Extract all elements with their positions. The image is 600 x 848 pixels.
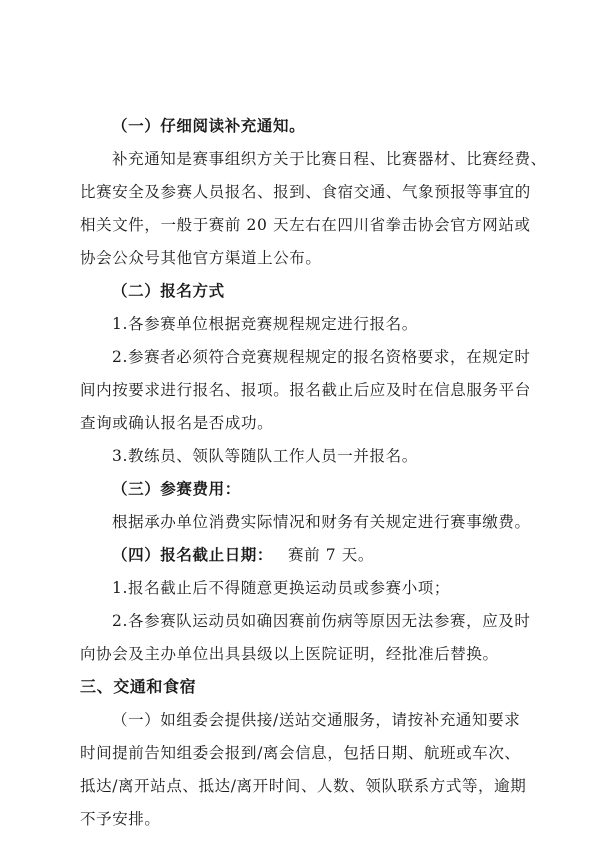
paragraph-line: 不予安排。 (80, 810, 161, 828)
list-item-1: 1.报名截止后不得随意更换运动员或参赛小项； (112, 579, 450, 597)
paragraph-line: 相关文件，一般于赛前 20 天左右在四川省拳击协会官方网站或 (80, 216, 531, 234)
paragraph-line: 协会公众号其他官方渠道上公布。 (80, 249, 322, 267)
list-item-2: 2.参赛者必须符合竞赛规程规定的报名资格要求，在规定时 (112, 348, 531, 366)
deadline-value: 赛前 7 天。 (288, 546, 374, 564)
subsection-heading-3: （三）参赛费用： (112, 479, 241, 498)
list-item-3: 3.教练员、领队等随队工作人员一并报名。 (112, 447, 418, 465)
subsection-heading-4: （四）报名截止日期： (112, 545, 274, 564)
list-item-2: 2.各参赛队运动员如确因赛前伤病等原因无法参赛，应及时 (112, 612, 531, 630)
subsection-heading-2: （二）报名方式 (112, 281, 225, 300)
paragraph-line: 根据承办单位消费实际情况和财务有关规定进行赛事缴费。 (112, 513, 531, 531)
section-heading-3: 三、交通和食宿 (80, 677, 197, 696)
paragraph-line: 补充通知是赛事组织方关于比赛日程、比赛器材、比赛经费、 (112, 150, 547, 168)
subsection-heading-1: （一）仔细阅读补充通知。 (112, 116, 306, 135)
paragraph-line: 时间提前告知组委会报到/离会信息，包括日期、航班或车次、 (80, 744, 521, 762)
paragraph-line: 查询或确认报名是否成功。 (80, 414, 274, 432)
paragraph-line: （一）如组委会提供接/送站交通服务，请按补充通知要求 (112, 711, 521, 729)
paragraph-line: 向协会及主办单位出具县级以上医院证明，经批准后替换。 (80, 645, 499, 663)
paragraph-line: 比赛安全及参赛人员报名、报到、食宿交通、气象预报等事宜的 (80, 183, 531, 201)
paragraph-line: 抵达/离开站点、抵达/离开时间、人数、领队联系方式等，逾期 (80, 777, 527, 795)
paragraph-line: 间内按要求进行报名、报项。报名截止后应及时在信息服务平台 (80, 381, 531, 399)
list-item-1: 1.各参赛单位根据竞赛规程规定进行报名。 (112, 315, 418, 333)
